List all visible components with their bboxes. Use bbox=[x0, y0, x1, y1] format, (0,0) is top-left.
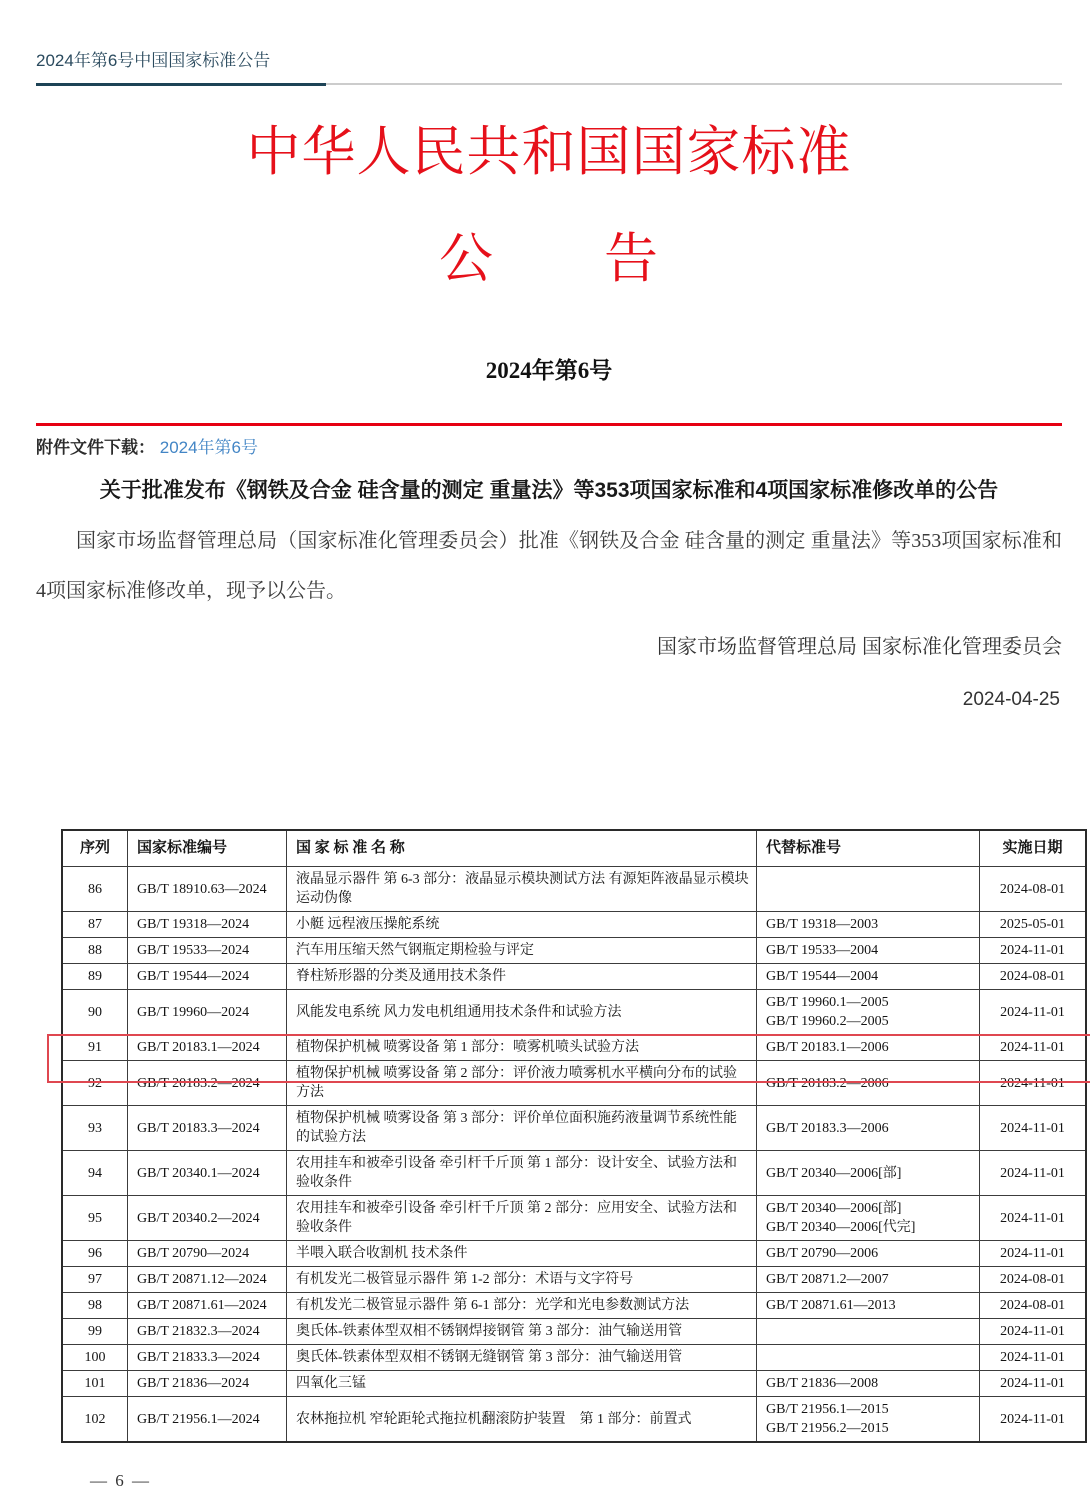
cell-seq: 88 bbox=[62, 938, 128, 964]
table-row bbox=[62, 912, 1086, 938]
table-row bbox=[62, 1106, 1086, 1151]
cell-seq: 93 bbox=[62, 1106, 128, 1151]
cell-standard-name: 植物保护机械 喷雾设备 第 3 部分：评价单位面积施药液量调节系统性能的试验方法 bbox=[287, 1106, 757, 1151]
cell-seq: 94 bbox=[62, 1151, 128, 1196]
table-row bbox=[62, 938, 1086, 964]
cell-standard-name: 奥氏体-铁素体型双相不锈钢无缝钢管 第 3 部分：油气输送用管 bbox=[287, 1345, 757, 1371]
cell-impl-date: 2024-11-01 bbox=[980, 1371, 1087, 1397]
breadcrumb: 2024年第6号中国国家标准公告 bbox=[36, 51, 271, 70]
cell-standard-name: 农林拖拉机 窄轮距轮式拖拉机翻滚防护装置 第 1 部分：前置式 bbox=[287, 1397, 757, 1443]
cell-seq: 102 bbox=[62, 1397, 128, 1443]
cell-impl-date: 2024-11-01 bbox=[980, 1106, 1087, 1151]
cell-seq: 95 bbox=[62, 1196, 128, 1241]
cell-standard-name: 小艇 远程液压操舵系统 bbox=[287, 912, 757, 938]
table-row bbox=[62, 1196, 1086, 1241]
doc-subtitle: 公 告 bbox=[439, 229, 659, 289]
attachment-row bbox=[36, 433, 1062, 458]
cell-impl-date: 2024-11-01 bbox=[980, 1345, 1087, 1371]
cell-seq: 87 bbox=[62, 912, 128, 938]
cell-impl-date: 2024-11-01 bbox=[980, 1319, 1087, 1345]
table-row bbox=[62, 1345, 1086, 1371]
cell-impl-date: 2024-11-01 bbox=[980, 1061, 1087, 1106]
table-row bbox=[62, 964, 1086, 990]
cell-impl-date: 2024-11-01 bbox=[980, 990, 1087, 1035]
cell-standard-code: GB/T 19318—2024 bbox=[128, 912, 287, 938]
cell-impl-date: 2024-11-01 bbox=[980, 1196, 1087, 1241]
cell-replaced-codes: GB/T 19533—2004 bbox=[757, 938, 980, 964]
cell-seq: 91 bbox=[62, 1035, 128, 1061]
cell-standard-name: 奥氏体-铁素体型双相不锈钢焊接钢管 第 3 部分：油气输送用管 bbox=[287, 1319, 757, 1345]
cell-impl-date: 2024-11-01 bbox=[980, 1241, 1087, 1267]
cell-standard-name: 有机发光二极管显示器件 第 6-1 部分：光学和光电参数测试方法 bbox=[287, 1293, 757, 1319]
issue-number: 2024年第6号 bbox=[485, 358, 613, 383]
cell-standard-name: 汽车用压缩天然气钢瓶定期检验与评定 bbox=[287, 938, 757, 964]
cell-impl-date: 2024-08-01 bbox=[980, 1267, 1087, 1293]
cell-standard-name: 农用挂车和被牵引设备 牵引杆千斤顶 第 2 部分：应用安全、试验方法和验收条件 bbox=[287, 1196, 757, 1241]
col-header-replaced: 代替标准号 bbox=[757, 830, 980, 867]
cell-standard-name: 有机发光二极管显示器件 第 1-2 部分：术语与文字符号 bbox=[287, 1267, 757, 1293]
cell-seq: 86 bbox=[62, 867, 128, 912]
cell-standard-name: 农用挂车和被牵引设备 牵引杆千斤顶 第 1 部分：设计安全、试验方法和验收条件 bbox=[287, 1151, 757, 1196]
col-header-seq: 序列 bbox=[62, 830, 128, 867]
cell-replaced-codes bbox=[757, 1345, 980, 1371]
cell-seq: 89 bbox=[62, 964, 128, 990]
table-row bbox=[62, 1397, 1086, 1443]
header-divider-accent bbox=[36, 83, 326, 86]
signature-line: 国家市场监督管理总局 国家标准化管理委员会 bbox=[657, 636, 1062, 658]
cell-standard-name: 脊柱矫形器的分类及通用技术条件 bbox=[287, 964, 757, 990]
cell-impl-date: 2024-11-01 bbox=[980, 938, 1087, 964]
cell-impl-date: 2024-11-01 bbox=[980, 1397, 1087, 1443]
col-header-name: 国 家 标 准 名 称 bbox=[287, 830, 757, 867]
table-row bbox=[62, 990, 1086, 1035]
cell-seq: 101 bbox=[62, 1371, 128, 1397]
table-row bbox=[62, 1319, 1086, 1345]
cell-standard-code: GB/T 21836—2024 bbox=[128, 1371, 287, 1397]
cell-seq: 96 bbox=[62, 1241, 128, 1267]
document-page bbox=[0, 46, 1090, 1491]
cell-standard-code: GB/T 20790—2024 bbox=[128, 1241, 287, 1267]
cell-standard-name: 液晶显示器件 第 6-3 部分：液晶显示模块测试方法 有源矩阵液晶显示模块运动伪像 bbox=[287, 867, 757, 912]
header-divider-track bbox=[326, 83, 1062, 85]
cell-impl-date: 2024-11-01 bbox=[980, 1151, 1087, 1196]
col-header-date: 实施日期 bbox=[980, 830, 1087, 867]
cell-replaced-codes: GB/T 20871.61—2013 bbox=[757, 1293, 980, 1319]
table-row bbox=[62, 1267, 1086, 1293]
cell-standard-code: GB/T 21956.1—2024 bbox=[128, 1397, 287, 1443]
page-number: — 6 — bbox=[90, 1471, 151, 1490]
standards-table-head bbox=[62, 830, 1086, 867]
table-row bbox=[62, 867, 1086, 912]
cell-standard-code: GB/T 19960—2024 bbox=[128, 990, 287, 1035]
signature-date: 2024-04-25 bbox=[962, 689, 1060, 710]
cell-seq: 100 bbox=[62, 1345, 128, 1371]
notice-heading: 关于批准发布《钢铁及合金 硅含量的测定 重量法》等353项国家标准和4项国家标准修改单的公告 bbox=[99, 479, 999, 502]
cell-impl-date: 2025-05-01 bbox=[980, 912, 1087, 938]
standards-table-body bbox=[62, 867, 1086, 1443]
attachment-label: 附件文件下载： bbox=[36, 438, 155, 457]
cell-standard-code: GB/T 19544—2024 bbox=[128, 964, 287, 990]
attachment-link[interactable]: 2024年第6号 bbox=[159, 438, 259, 457]
red-divider bbox=[36, 423, 1062, 426]
cell-standard-name: 四氧化三锰 bbox=[287, 1371, 757, 1397]
cell-standard-name: 植物保护机械 喷雾设备 第 1 部分：喷雾机喷头试验方法 bbox=[287, 1035, 757, 1061]
cell-seq: 97 bbox=[62, 1267, 128, 1293]
cell-seq: 90 bbox=[62, 990, 128, 1035]
cell-replaced-codes: GB/T 21836—2008 bbox=[757, 1371, 980, 1397]
cell-standard-code: GB/T 21833.3—2024 bbox=[128, 1345, 287, 1371]
cell-standard-name: 植物保护机械 喷雾设备 第 2 部分：评价液力喷雾机水平横向分布的试验方法 bbox=[287, 1061, 757, 1106]
table-header-row bbox=[62, 830, 1086, 867]
cell-replaced-codes: GB/T 20340—2006[部] GB/T 20340—2006[代完] bbox=[757, 1196, 980, 1241]
table-row bbox=[62, 1241, 1086, 1267]
table-row bbox=[62, 1061, 1086, 1106]
cell-replaced-codes: GB/T 21956.1—2015 GB/T 21956.2—2015 bbox=[757, 1397, 980, 1443]
cell-standard-code: GB/T 20871.12—2024 bbox=[128, 1267, 287, 1293]
table-row bbox=[62, 1151, 1086, 1196]
cell-replaced-codes: GB/T 19318—2003 bbox=[757, 912, 980, 938]
table-row bbox=[62, 1293, 1086, 1319]
cell-seq: 98 bbox=[62, 1293, 128, 1319]
cell-standard-code: GB/T 20340.2—2024 bbox=[128, 1196, 287, 1241]
cell-replaced-codes: GB/T 20340—2006[部] bbox=[757, 1151, 980, 1196]
cell-seq: 92 bbox=[62, 1061, 128, 1106]
cell-standard-code: GB/T 20183.1—2024 bbox=[128, 1035, 287, 1061]
cell-replaced-codes: GB/T 20790—2006 bbox=[757, 1241, 980, 1267]
cell-replaced-codes bbox=[757, 1319, 980, 1345]
cell-standard-name: 半喂入联合收割机 技术条件 bbox=[287, 1241, 757, 1267]
standards-table-wrap bbox=[61, 829, 1066, 1443]
cell-impl-date: 2024-08-01 bbox=[980, 964, 1087, 990]
cell-replaced-codes: GB/T 20183.2—2006 bbox=[757, 1061, 980, 1106]
cell-standard-code: GB/T 19533—2024 bbox=[128, 938, 287, 964]
cell-standard-code: GB/T 20183.3—2024 bbox=[128, 1106, 287, 1151]
cell-replaced-codes: GB/T 20871.2—2007 bbox=[757, 1267, 980, 1293]
cell-standard-code: GB/T 20340.1—2024 bbox=[128, 1151, 287, 1196]
table-row bbox=[62, 1371, 1086, 1397]
cell-replaced-codes: GB/T 20183.1—2006 bbox=[757, 1035, 980, 1061]
cell-impl-date: 2024-11-01 bbox=[980, 1035, 1087, 1061]
cell-replaced-codes: GB/T 19960.1—2005 GB/T 19960.2—2005 bbox=[757, 990, 980, 1035]
cell-standard-code: GB/T 18910.63—2024 bbox=[128, 867, 287, 912]
col-header-code: 国家标准编号 bbox=[128, 830, 287, 867]
cell-impl-date: 2024-08-01 bbox=[980, 1293, 1087, 1319]
standards-table bbox=[61, 829, 1087, 1443]
cell-standard-name: 风能发电系统 风力发电机组通用技术条件和试验方法 bbox=[287, 990, 757, 1035]
cell-impl-date: 2024-08-01 bbox=[980, 867, 1087, 912]
cell-standard-code: GB/T 21832.3—2024 bbox=[128, 1319, 287, 1345]
cell-seq: 99 bbox=[62, 1319, 128, 1345]
cell-standard-code: GB/T 20871.61—2024 bbox=[128, 1293, 287, 1319]
header-divider bbox=[36, 83, 1062, 87]
cell-replaced-codes: GB/T 19544—2004 bbox=[757, 964, 980, 990]
cell-replaced-codes: GB/T 20183.3—2006 bbox=[757, 1106, 980, 1151]
table-row bbox=[62, 1035, 1086, 1061]
cell-replaced-codes bbox=[757, 867, 980, 912]
notice-body: 国家市场监督管理总局（国家标准化管理委员会）批准《钢铁及合金 硅含量的测定 重量法》等353项国家标准和4项国家标准修改单，现予以公告。 bbox=[36, 530, 1062, 602]
cell-standard-code: GB/T 20183.2—2024 bbox=[128, 1061, 287, 1106]
doc-title: 中华人民共和国国家标准 bbox=[246, 122, 852, 182]
